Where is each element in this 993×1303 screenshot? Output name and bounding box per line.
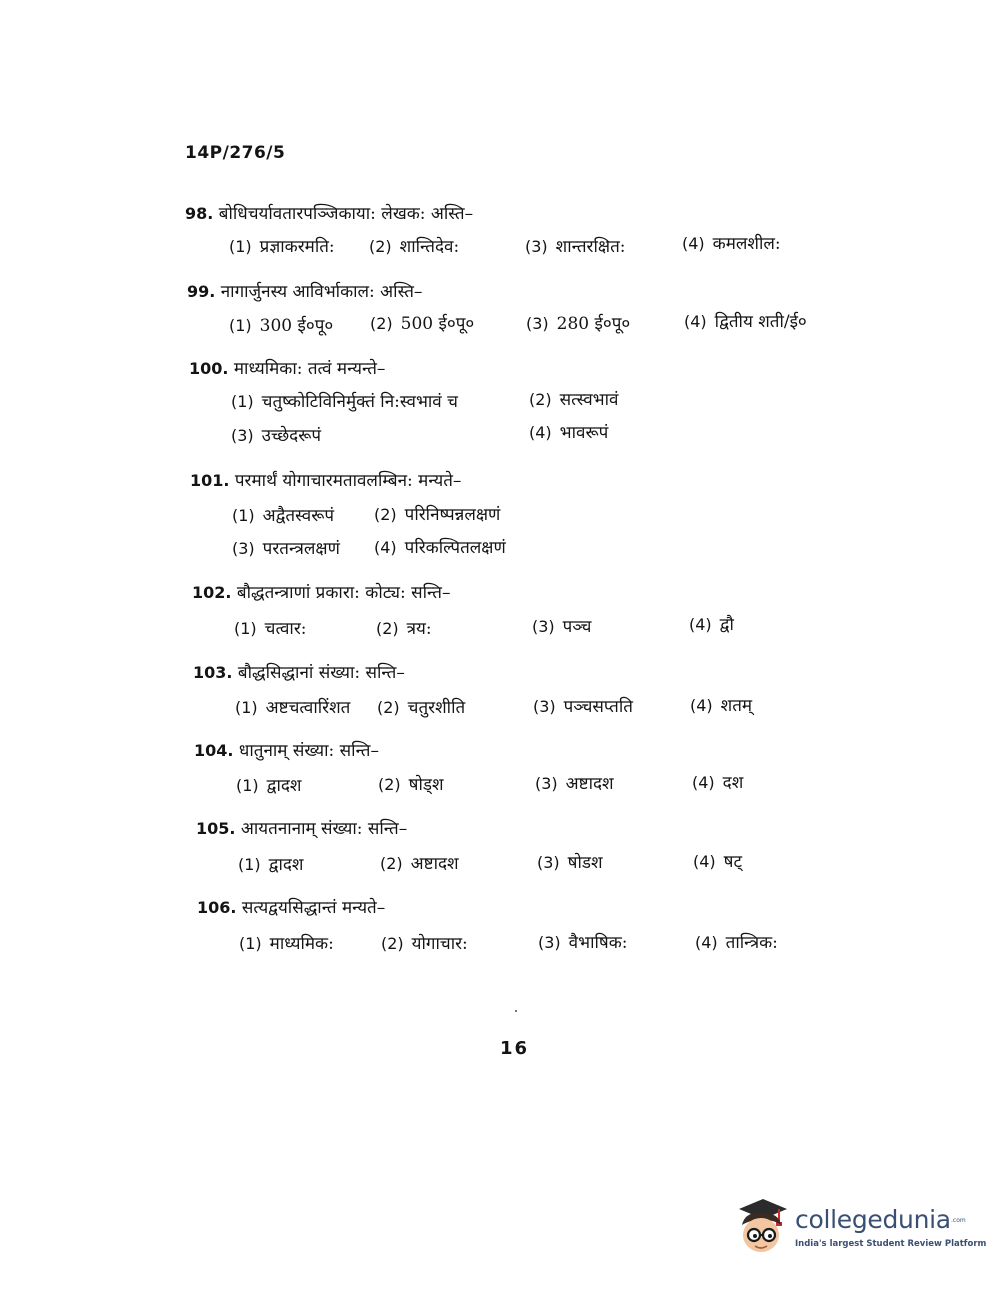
question-number: 102. — [192, 583, 232, 602]
option-4: (4) द्वौ — [689, 615, 734, 635]
option-2: (2) योगाचार: — [381, 934, 468, 954]
option-4: (4) परिकल्पितलक्षणं — [374, 538, 506, 558]
option-4: (4) दश — [692, 773, 744, 793]
option-4: (4) तान्त्रिक: — [695, 933, 778, 953]
option-3: (3) उच्छेदरूपं — [231, 426, 322, 446]
question-number: 99. — [187, 282, 216, 301]
question-number: 105. — [196, 819, 236, 838]
question-text: बोधिचर्यावतारपञ्जिकाया: लेखक: अस्ति– — [218, 204, 474, 224]
option-3: (3) 280 ई०पू० — [526, 314, 631, 334]
question-text: बौद्धसिद्धानां संख्या: सन्ति– — [237, 663, 405, 683]
mascot-logo-icon — [733, 1195, 795, 1257]
speck — [515, 1010, 517, 1012]
paper-code: 14P/276/5 — [185, 143, 286, 163]
option-1: (1) 300 ई०पू० — [229, 316, 334, 336]
option-3: (3) षोडश — [537, 853, 603, 873]
option-2: (2) षोड्श — [378, 775, 444, 795]
question-text: आयतनानाम् संख्या: सन्ति– — [240, 819, 408, 839]
option-2: (2) अष्टादश — [380, 854, 459, 874]
page-number: 16 — [500, 1038, 530, 1059]
option-2: (2) त्रय: — [376, 619, 432, 639]
question-text: माध्यमिका: तत्वं मन्यन्ते– — [233, 359, 386, 379]
option-2: (2) सत्स्वभावं — [529, 390, 619, 410]
option-1: (1) चत्वार: — [234, 619, 307, 639]
question-text: सत्यद्वयसिद्धान्तं मन्यते– — [241, 898, 386, 918]
option-3: (3) परतन्त्रलक्षणं — [232, 539, 340, 559]
question-number: 103. — [193, 663, 233, 682]
option-2: (2) शान्तिदेव: — [369, 237, 460, 257]
option-2: (2) परिनिष्पन्नलक्षणं — [374, 505, 501, 525]
option-4: (4) भावरूपं — [529, 423, 609, 443]
option-1: (1) माध्यमिक: — [239, 934, 334, 954]
question-number: 100. — [189, 359, 229, 378]
option-4: (4) शतम् — [690, 696, 753, 716]
question-text: परमार्थं योगाचारमतावलम्बिन: मन्यते– — [234, 471, 462, 491]
question-number: 106. — [197, 898, 237, 917]
question-text: धातुनाम् संख्या: सन्ति– — [238, 741, 379, 761]
option-1: (1) द्वादश — [238, 855, 304, 875]
option-4: (4) कमलशील: — [682, 234, 781, 254]
option-1: (1) चतुष्कोटिविनिर्मुक्तं नि:स्वभावं च — [231, 392, 458, 412]
option-3: (3) शान्तरक्षित: — [525, 237, 626, 257]
option-2: (2) चतुरशीति — [377, 698, 466, 718]
collegedunia-watermark — [733, 1195, 987, 1261]
brand-name: collegedunia — [795, 1205, 951, 1234]
option-3: (3) पञ्चसप्तति — [533, 697, 633, 717]
question-text: नागार्जुनस्य आविर्भाकाल: अस्ति– — [220, 282, 423, 302]
question-number: 98. — [185, 204, 214, 223]
option-1: (1) अद्वैतस्वरूपं — [232, 506, 335, 526]
option-4: (4) षट् — [693, 852, 743, 872]
option-3: (3) अष्टादश — [535, 774, 614, 794]
option-3: (3) पञ्च — [532, 617, 592, 637]
question-text: बौद्धतन्त्राणां प्रकारा: कोट्य: सन्ति– — [236, 583, 451, 603]
option-1: (1) द्वादश — [236, 776, 302, 796]
option-1: (1) प्रज्ञाकरमति: — [229, 237, 335, 257]
brand-suffix: .com — [951, 1217, 966, 1224]
option-1: (1) अष्टचत्वारिंशत — [235, 698, 351, 718]
option-3: (3) वैभाषिक: — [538, 933, 628, 953]
question-number: 101. — [190, 471, 230, 490]
option-4: (4) द्वितीय शती/ई० — [684, 312, 807, 332]
brand-tagline: India's largest Student Review Platform — [795, 1239, 987, 1249]
option-2: (2) 500 ई०पू० — [370, 314, 475, 334]
question-number: 104. — [194, 741, 234, 760]
